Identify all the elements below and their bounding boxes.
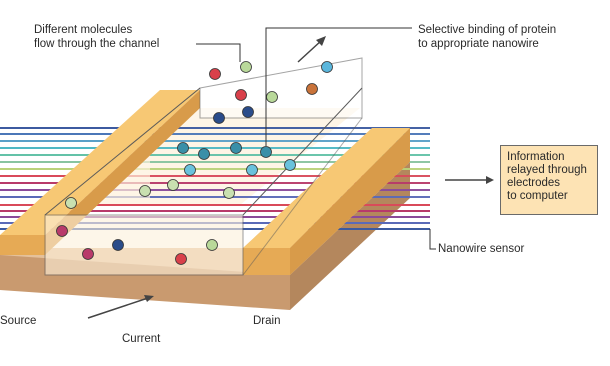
molecule — [57, 226, 68, 237]
molecules-label-line1: Different molecules — [34, 24, 133, 36]
molecule — [224, 188, 235, 199]
molecule — [83, 249, 94, 260]
current-label: Current — [122, 333, 161, 345]
molecule — [267, 92, 278, 103]
info-line4: to computer — [507, 190, 568, 202]
molecule — [199, 149, 210, 160]
molecule — [322, 62, 333, 73]
molecule — [210, 69, 221, 80]
info-box — [500, 145, 598, 215]
molecule — [207, 240, 218, 251]
drain-electrode-front — [243, 248, 290, 275]
binding-label-line1: Selective binding of protein — [418, 24, 557, 36]
nanowire-sensor-label: Nanowire sensor — [438, 243, 525, 255]
molecule — [214, 113, 225, 124]
binding-label-line2: to appropriate nanowire — [418, 38, 539, 50]
info-line1: Information — [507, 151, 565, 163]
molecule — [113, 240, 124, 251]
info-arrow — [445, 176, 494, 184]
molecule — [285, 160, 296, 171]
molecules-leader — [196, 44, 240, 62]
source-electrode-front — [0, 235, 45, 255]
molecule — [243, 107, 254, 118]
molecule — [261, 147, 272, 158]
molecule — [185, 165, 196, 176]
molecule — [140, 186, 151, 197]
info-line2: relayed through — [507, 164, 587, 176]
source-label: Source — [0, 315, 37, 327]
molecule — [231, 143, 242, 154]
molecule — [236, 90, 247, 101]
drain-label: Drain — [253, 315, 281, 327]
molecule — [247, 165, 258, 176]
molecule — [66, 198, 77, 209]
sensor-leader — [430, 229, 436, 249]
molecule — [178, 143, 189, 154]
molecules-label-line2: flow through the channel — [34, 38, 160, 50]
molecule — [168, 180, 179, 191]
molecule — [241, 62, 252, 73]
molecule — [307, 84, 318, 95]
flow-arrow — [298, 36, 326, 62]
molecule — [176, 254, 187, 265]
info-line3: electrodes — [507, 177, 561, 189]
